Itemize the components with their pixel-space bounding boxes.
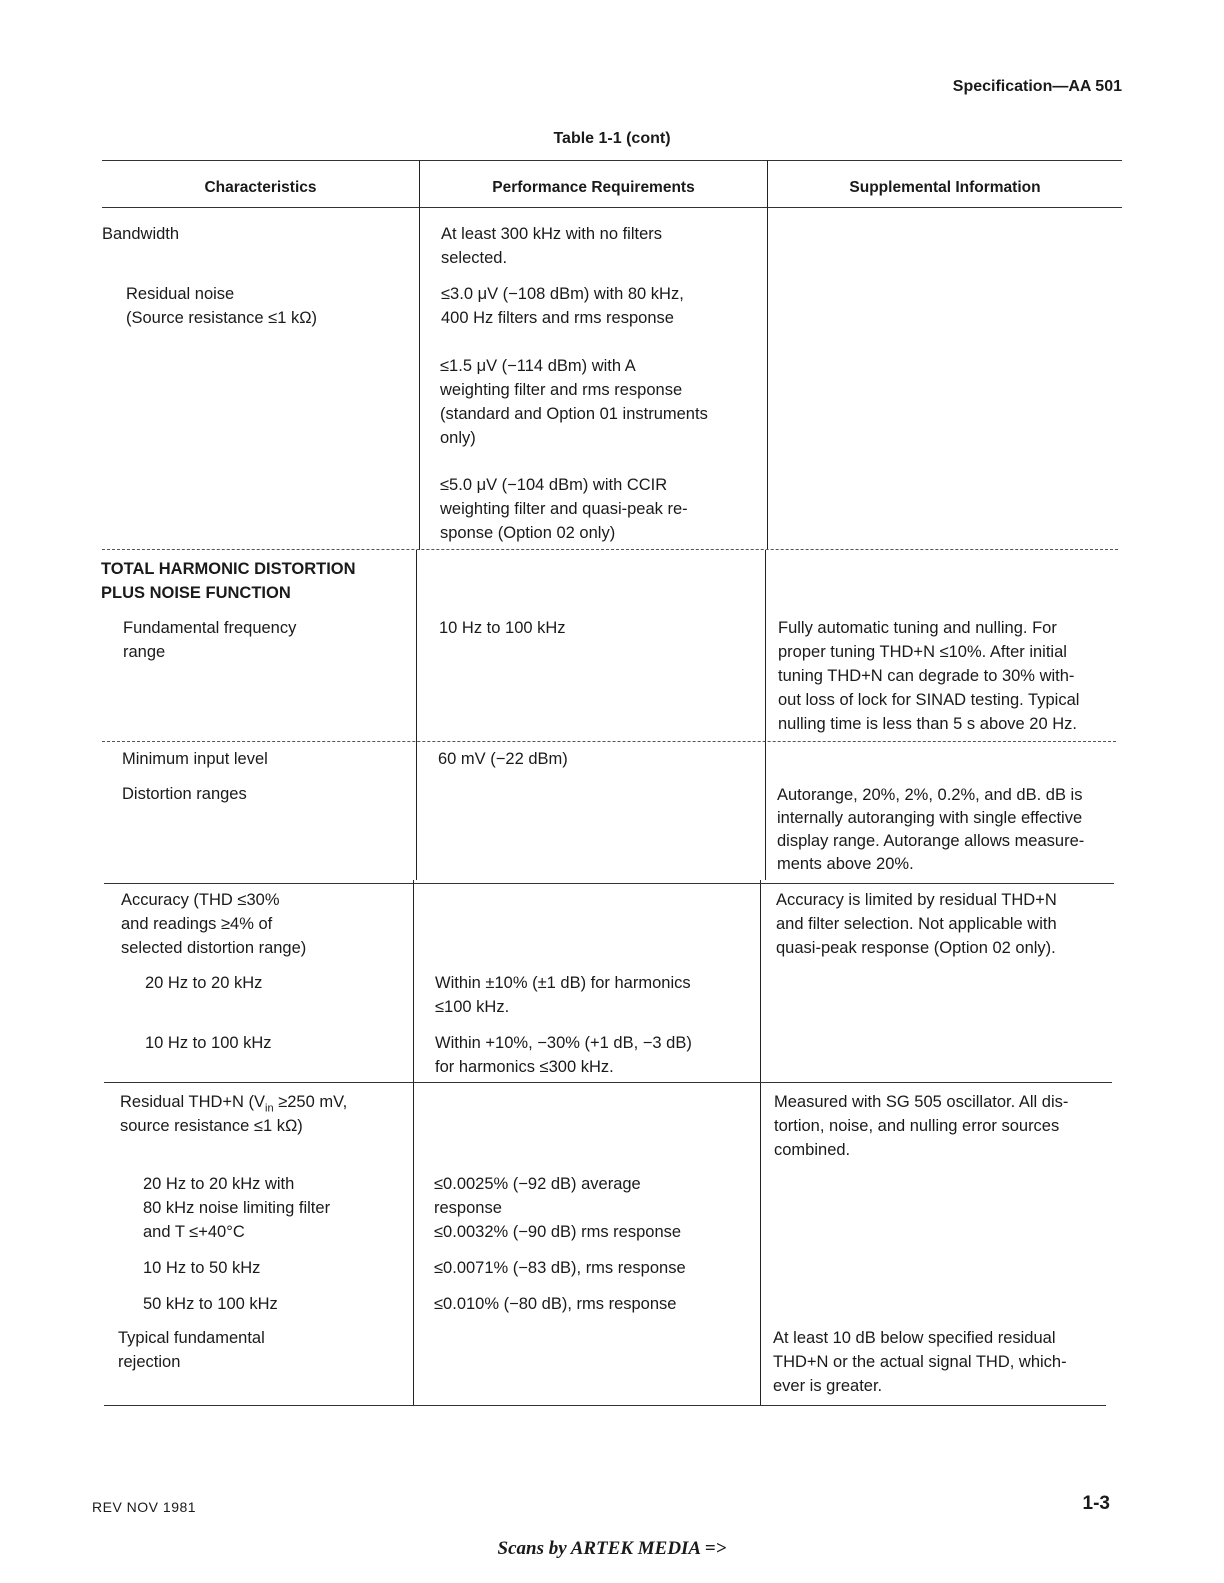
distortion-ranges-supp-line4: ments above 20%. (777, 855, 914, 873)
min-input-label: Minimum input level (122, 750, 268, 768)
residual-noise-perf-a-line1: ≤3.0 μV (−108 dBm) with 80 kHz, (441, 285, 684, 303)
fundamental-rejection-supp-line2: THD+N or the actual signal THD, which- (773, 1353, 1067, 1371)
residual-thd-sub1-label-line1: 20 Hz to 20 kHz with (143, 1175, 295, 1193)
scan-credit: Scans by ARTEK MEDIA => (497, 1538, 727, 1559)
distortion-ranges-supp-line2: internally autoranging with single effective (777, 809, 1083, 827)
residual-thd-sub3-perf: ≤0.010% (−80 dB), rms response (434, 1295, 677, 1313)
fundamental-rejection-supp-line1: At least 10 dB below specified residual (773, 1329, 1056, 1347)
residual-noise-perf-c-line3: sponse (Option 02 only) (440, 524, 616, 542)
fundamental-range-label-line2: range (123, 643, 166, 661)
accuracy-supp-line2: and filter selection. Not applicable with (776, 915, 1057, 933)
row-divider-bandwidth (102, 549, 1118, 550)
residual-thd-sub3-label: 50 kHz to 100 kHz (143, 1295, 278, 1313)
fundamental-range-supp-line1: Fully automatic tuning and nulling. For (778, 619, 1057, 637)
fundamental-rejection-supp-line3: ever is greater. (773, 1377, 883, 1395)
residual-noise-source: (Source resistance ≤1 kΩ) (126, 309, 318, 327)
bandwidth-label: Bandwidth (102, 225, 180, 243)
fundamental-range-supp-line4: out loss of lock for SINAD testing. Typical (778, 691, 1080, 709)
residual-thd-sub2-label: 10 Hz to 50 kHz (143, 1259, 261, 1277)
column-divider-2 (767, 160, 768, 550)
accuracy-sub1-perf-line2: ≤100 kHz. (435, 998, 510, 1016)
accuracy-label-line2: and readings ≥4% of (121, 915, 273, 933)
table-bottom-rule (104, 1405, 1106, 1406)
fundamental-range-supp-line3: tuning THD+N can degrade to 30% with- (778, 667, 1075, 685)
distortion-ranges-supp-line1: Autorange, 20%, 2%, 0.2%, and dB. dB is (777, 786, 1083, 804)
residual-thd-label-line2: source resistance ≤1 kΩ) (120, 1117, 303, 1135)
column-header-characteristics: Characteristics (204, 179, 317, 196)
header-bottom-rule (102, 207, 1122, 208)
accuracy-sub2-perf-line2: for harmonics ≤300 kHz. (435, 1058, 614, 1076)
residual-noise-perf-b-line3: (standard and Option 01 instruments (440, 405, 708, 423)
residual-thd-sub1-label-line2: 80 kHz noise limiting filter (143, 1199, 331, 1217)
thd-section-title-line2: PLUS NOISE FUNCTION (101, 584, 291, 602)
distortion-ranges-supp-line3: display range. Autorange allows measure- (777, 832, 1085, 850)
accuracy-sub2-label: 10 Hz to 100 kHz (145, 1034, 272, 1052)
accuracy-sub1-perf-line1: Within ±10% (±1 dB) for harmonics (435, 974, 691, 992)
residual-thd-sub1-perf-line3: ≤0.0032% (−90 dB) rms response (434, 1223, 682, 1241)
column-header-supplemental: Supplemental Information (849, 179, 1041, 196)
fundamental-range-supp-line5: nulling time is less than 5 s above 20 Hz. (778, 715, 1077, 733)
accuracy-label-line1: Accuracy (THD ≤30% (121, 891, 280, 909)
accuracy-supp-line1: Accuracy is limited by residual THD+N (776, 891, 1057, 909)
page-number: 1-3 (1082, 1493, 1110, 1514)
table-title: Table 1-1 (cont) (553, 130, 671, 147)
residual-thd-supp-line2: tortion, noise, and nulling error sources (774, 1117, 1060, 1135)
residual-thd-supp-line1: Measured with SG 505 oscillator. All dis- (774, 1093, 1069, 1111)
accuracy-supp-line3: quasi-peak response (Option 02 only). (776, 939, 1056, 957)
row-divider-distortion (104, 883, 1114, 884)
table-top-rule (102, 160, 1122, 161)
residual-noise-perf-b-line4: only) (440, 429, 476, 447)
accuracy-label-line3: selected distortion range) (121, 939, 307, 957)
residual-thd-supp-line3: combined. (774, 1141, 851, 1159)
fundamental-rejection-label-line1: Typical fundamental (118, 1329, 265, 1347)
column-divider-1 (419, 160, 420, 550)
residual-thd-sub1-perf-line1: ≤0.0025% (−92 dB) average (434, 1175, 641, 1193)
bandwidth-perf-line1: At least 300 kHz with no filters (441, 225, 663, 243)
residual-thd-sub1-perf-line2: response (434, 1199, 502, 1217)
row-divider-accuracy (104, 1082, 1112, 1083)
column-divider-2-lower (765, 550, 766, 880)
fundamental-rejection-label-line2: rejection (118, 1353, 181, 1371)
column-divider-2-bottom (760, 880, 761, 1406)
column-divider-1-lower (416, 550, 417, 880)
residual-noise-perf-c-line2: weighting filter and quasi-peak re- (440, 500, 688, 518)
accuracy-sub1-label: 20 Hz to 20 kHz (145, 974, 263, 992)
residual-noise-perf-b-line2: weighting filter and rms response (440, 381, 683, 399)
residual-thd-label-line1: Residual THD+N ($V_{in} \ge 250$ mV, (120, 1093, 348, 1115)
residual-thd-sub2-perf: ≤0.0071% (−83 dB), rms response (434, 1259, 686, 1277)
residual-noise-perf-a-line2: 400 Hz filters and rms response (441, 309, 674, 327)
residual-noise-perf-c-line1: ≤5.0 μV (−104 dBm) with CCIR (440, 476, 668, 494)
residual-noise-label: Residual noise (126, 285, 235, 303)
revision-date: REV NOV 1981 (92, 1499, 197, 1515)
spec-title: Specification—AA 501 (952, 78, 1122, 95)
bandwidth-perf-line2: selected. (441, 249, 508, 267)
fundamental-range-label-line1: Fundamental frequency (123, 619, 297, 637)
thd-section-title-line1: TOTAL HARMONIC DISTORTION (101, 560, 356, 578)
accuracy-sub2-perf-line1: Within +10%, −30% (+1 dB, −3 dB) (435, 1034, 692, 1052)
fundamental-range-supp-line2: proper tuning THD+N ≤10%. After initial (778, 643, 1067, 661)
residual-thd-sub1-label-line3: and T ≤+40°C (143, 1223, 245, 1241)
fundamental-range-perf: 10 Hz to 100 kHz (439, 619, 566, 637)
residual-noise-perf-b-line1: ≤1.5 μV (−114 dBm) with A (440, 357, 636, 375)
column-header-performance: Performance Requirements (492, 179, 695, 196)
column-divider-1-bottom (413, 880, 414, 1406)
row-divider-fundamental (102, 741, 1116, 742)
min-input-perf: 60 mV (−22 dBm) (438, 750, 568, 768)
distortion-ranges-label: Distortion ranges (122, 785, 247, 803)
